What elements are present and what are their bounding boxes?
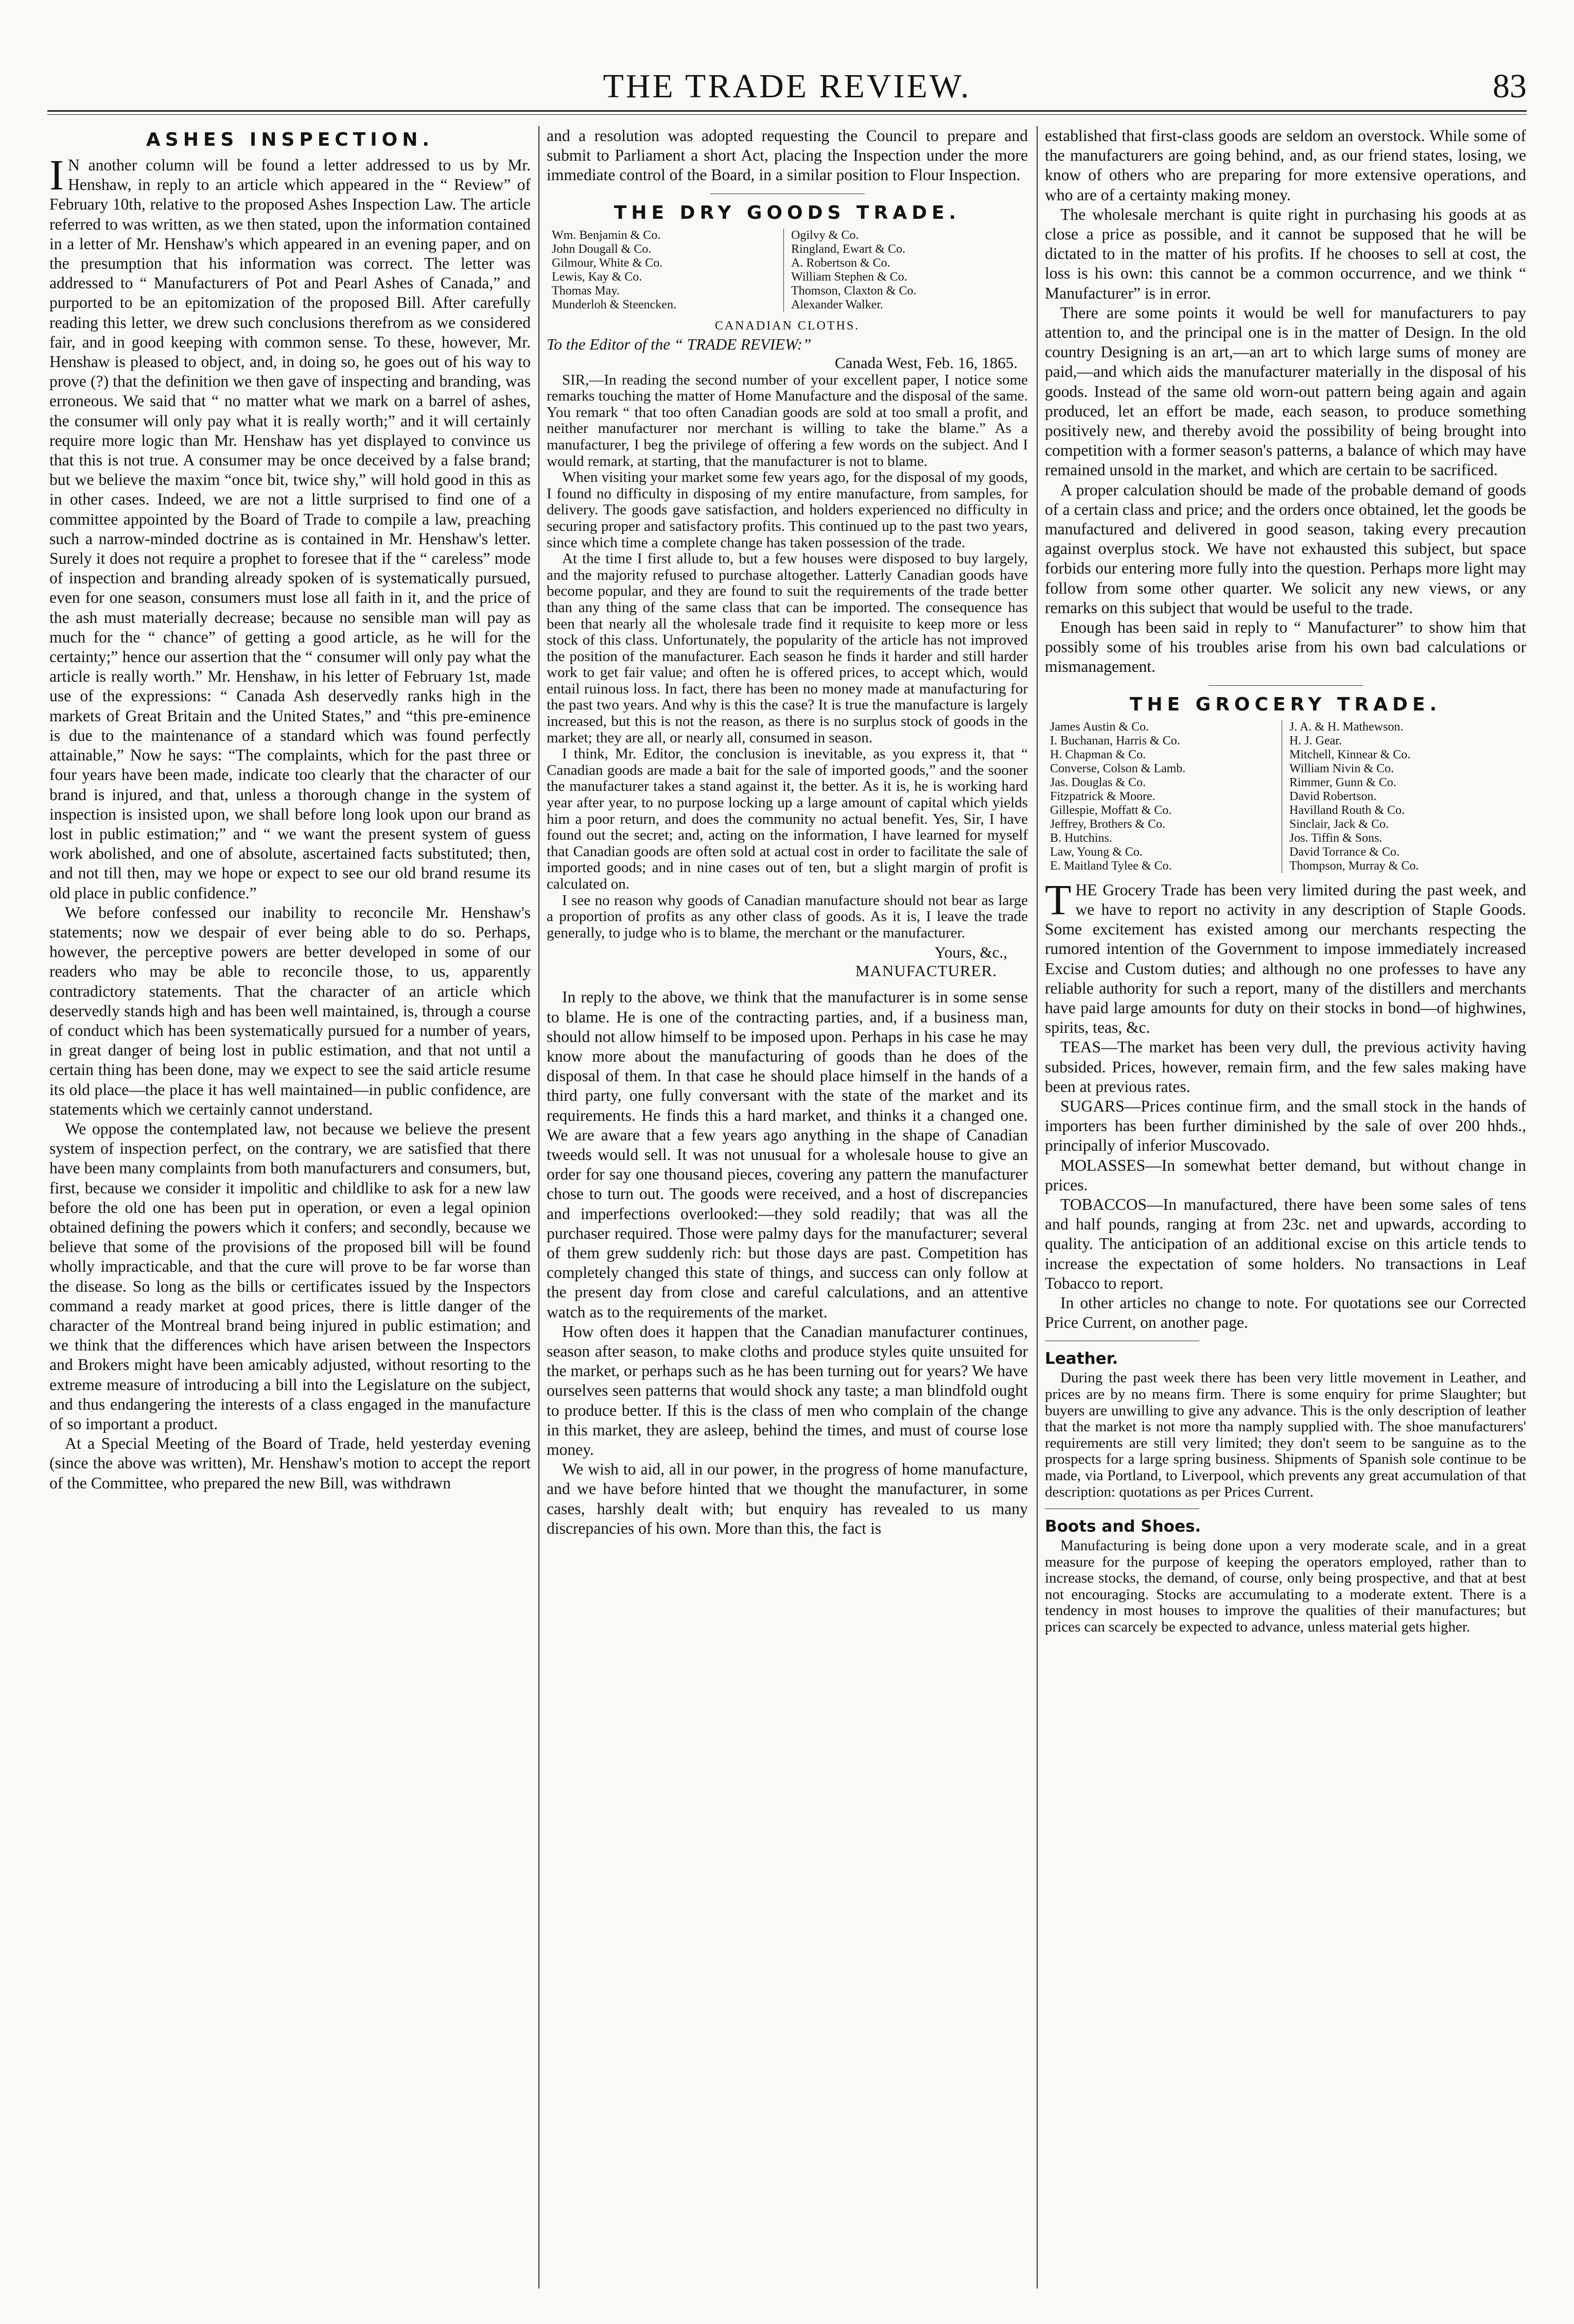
firm-list [552, 229, 1023, 312]
section-heading-leather: Leather. [1045, 1349, 1118, 1368]
article-paragraph: TEAS—The market has been very dull, the previous activity having subsided. Prices, however, remain firm, and the few sales making have been at previous rates. [1045, 1038, 1526, 1096]
letter-salutation: To the Editor of the “ TRADE REVIEW:” [547, 335, 812, 353]
leather-body [1045, 1370, 1526, 1500]
firm-name: I. Buchanan, Harris & Co. [1050, 734, 1180, 748]
article-heading: THE GROCERY TRADE. [1129, 693, 1442, 715]
column-divider [1037, 126, 1038, 2288]
firm-name: Thomas May. [552, 284, 620, 298]
firm-list-right [1282, 720, 1521, 873]
column-divider [538, 126, 539, 2288]
firm-list-left [1050, 720, 1282, 873]
article-paragraph: There are some points it would be well for manufacturers to pay attention to, and the principal one is in the matter of Design. In the old country Designing is an art,—an art to which large sums of money are paid,—and which aids the manufacturer materially in the disposal of his goods. Instead of the same old worn-out pattern being again and again produced, let an effort be made, each season, to produce something positively new, and thereby avoid the possibility of being brought into competition with a former season's patterns, a balance of which may have remained unsold in the market, and which are certain to be sacrificed. [1045, 303, 1526, 479]
running-title: THE TRADE REVIEW. [603, 67, 971, 105]
firm-name: A. Robertson & Co. [791, 256, 890, 270]
drop-cap: I [49, 151, 64, 199]
page-number: 83 [1493, 67, 1527, 105]
firm-name: J. A. & H. Mathewson. [1289, 720, 1404, 734]
letter-paragraph: At the time I first allude to, but a few houses were disposed to buy largely, and the majority refused to purchase altogether. Latterly Canadian goods have become popular, and they are found to suit the requirements of the trade better than any thing of the same class that can be imported. The consequence has been that nearly all the wholesale trade find it requisite to keep more or less stock of this class. Unfortunately, the popularity of the article has not improved the position of the manufacturer. Each season he finds it harder and still harder work to get fair value; and often he is offered prices, to accept which, would entail ruinous loss. In fact, there has been no money made at manufacturing for the past two years. And why is this the case? It is true the manufacture is largely increased, but this is not the reason, as there is no surplus stock of goods in the market; they are all, or nearly all, consumed in season. [547, 550, 1028, 746]
article-paragraph: MOLASSES—In somewhat better demand, but without change in prices. [1045, 1156, 1526, 1194]
article-paragraph: and a resolution was adopted requesting the Council to prepare and submit to Parliament a short Act, placing the Inspection under the more immediate control of the Board, in a similar position to Flour Inspection. [547, 127, 1028, 184]
article-paragraph: How often does it happen that the Canadian manufacturer continues, season after season, to make cloths and produce styles quite unsuited for the market, or perhaps such as he has been turning out for years? We have ourselves seen patterns that would shock any taste; a man blindfold ought to produce better. If this is the class of men who complain of the change in this market, they are asleep, behind the times, and must of course lose money. [547, 1322, 1028, 1459]
article-paragraph: In reply to the above, we think that the manufacturer is in some sense to blame. He is one of the contracting parties, and, if a business man, should not allow himself to be imposed upon. Perhaps in his case he may know more about the manufacturing of goods than he does of the disposal of them. In that case he should place himself in the hands of a third party, one fully conversant with the state of the market and its requirements. He finds this a hard market, and thinks it a changed one. We are aware that a few years ago anything in the shape of Canadian tweeds would sell. It was not unusual for a wholesale house to give an order for say one thousand pieces, covering any pattern the manufacturer chose to turn out. The goods were received, and a host of discrepancies and imperfections overlooked:—they sold readily; that was all the purchaser required. Those were palmy days for the manufacturer; several of them grew suddenly rich: but those days are past. Competition has completely changed this state of things, and success can only follow at the present day from close and careful calculations, and an attentive watch as to the requirements of the market. [547, 988, 1028, 1321]
letter-body [547, 372, 1028, 942]
firm-name: Alexander Walker. [791, 298, 883, 311]
letter-closing: Yours, &c., [934, 943, 1007, 962]
section-rule [1209, 685, 1363, 686]
article-heading: ASHES INSPECTION. [146, 129, 434, 150]
section-heading-boots: Boots and Shoes. [1045, 1517, 1201, 1536]
firm-name: Converse, Colson & Lamb. [1050, 761, 1186, 775]
section-rule [1045, 1508, 1199, 1509]
article-paragraph: During the past week there has been very little movement in Leather, and prices are by no means firm. There is some enquiry for prime Slaughter; but buyers are unwilling to give any advance. This is the only description of leather that the market is not more tha namply supplied with. The shoe manufacturers' requirements are still very limited; they don't seem to be sanguine as to the prospects for a large spring business. Shipments of Spanish sole continue to be made, via Portland, to Liverpool, which prevents any great accumulation of that description: quotations as per Prices Current. [1045, 1369, 1526, 1500]
firm-name: Rimmer, Gunn & Co. [1289, 775, 1396, 789]
firm-name: E. Maitland Tylee & Co. [1050, 859, 1172, 873]
firm-name: Mitchell, Kinnear & Co. [1289, 748, 1411, 761]
letter-paragraph: SIR,—In reading the second number of your excellent paper, I notice some remarks touching the matter of Home Manufacture and the disposal of the same. You remark “ that too often Canadian goods are sold at too small a profit, and neither manufacturer nor merchant is willing to take the blame.” As a manufacturer, I beg the privilege of offering a few words on the subject. And I would remark, at starting, that the manufacturer is not to blame. [547, 371, 1028, 470]
article-paragraph: Manufacturing is being done upon a very moderate scale, and in a great measure for the purpose of keeping the operators employed, rather than to increase stocks, the demand, of course, only being prospective, and that at best not encouraging. Stocks are accumulating to a moderate extent. There is a tendency in most houses to improve the qualities of their manufactures; but prices can scarcely be expected to advance, unless material gets higher. [1045, 1537, 1526, 1636]
firm-list-left [552, 229, 784, 312]
firm-name: David Torrance & Co. [1289, 845, 1400, 859]
article-paragraph: A proper calculation should be made of the probable demand of goods of a certain class and price; and the orders once obtained, let the goods be manufactured and delivered in good season, taking every precaution against overplus stock. We have not exhausted this subject, but space forbids our entering more fully into the question. Perhaps more light may follow from some other quarter. We solicit any new views, or any remarks on this subject that would be useful to the trade. [1045, 480, 1526, 617]
firm-name: John Dougall & Co. [552, 242, 652, 256]
article-paragraph: THE Grocery Trade has been very limited during the past week, and we have to report no activity in any description of Staple Goods. Some excitement has existed among our merchants respecting the rumored intention of the Government to impose immediately increased Excise and Custom duties; and although no one professes to have any reliable authority for such a report, many of the distillers and merchants have paid large amounts for duty on their stocks in bond—of highwines, spirits, teas, &c. [1045, 876, 1526, 1037]
firm-name: Fitzpatrick & Moore. [1050, 789, 1156, 803]
firm-name: H. Chapman & Co. [1050, 748, 1146, 761]
letter-dateline: Canada West, Feb. 16, 1865. [834, 353, 1018, 372]
article-paragraph: At a Special Meeting of the Board of Trade, held yesterday evening (since the above was written), Mr. Henshaw's motion to accept the report of the Committee, who prepared the new Bill, was withdrawn [49, 1434, 531, 1492]
article-paragraph: We before confessed our inability to reconcile Mr. Henshaw's statements; now we despair of ever being able to do so. Perhaps, however, the perceptive powers are better developed in some of our readers who may be able to reconcile those, to us, apparently contradictory statements. That the character of an article which deservedly stands high and has been well maintained, is, through a course of conduct which has been systematically pursued for a number of years, in great danger of being lost in public estimation, and that not until a certain thing has been done, may we expect to see the said article resume its old place—the place it has well maintained—in public confidence, are statements which we certainly cannot understand. [49, 903, 531, 1118]
article-paragraph: We wish to aid, all in our power, in the progress of home manufacture, and we have before hinted that we thought the manufacturer, in some cases, harshly dealt with; but enquiry has revealed to us many discrepancies of his own. More than this, the fact is [547, 1460, 1028, 1537]
firm-name: Jeffrey, Brothers & Co. [1050, 817, 1165, 831]
article-heading: THE DRY GOODS TRADE. [614, 202, 961, 223]
firm-name: Munderloh & Steencken. [552, 298, 676, 311]
firm-name: Havilland Routh & Co. [1289, 803, 1405, 817]
page-header [47, 67, 1527, 113]
firm-list [1050, 720, 1521, 873]
firm-name: David Robertson. [1289, 789, 1377, 803]
header-rule-thin [47, 114, 1527, 115]
article-paragraph: established that first-class goods are seldom an overstock. While some of the manufacturers are going behind, and, as our friend states, losing, we know of others who are preparing for more extensive operations, and who are of a certainty making money. [1045, 127, 1526, 204]
firm-name: Wm. Benjamin & Co. [552, 228, 661, 242]
firm-name: Thomson, Claxton & Co. [791, 284, 917, 298]
firm-name: Lewis, Kay & Co. [552, 270, 642, 284]
firm-name: H. J. Gear. [1289, 734, 1342, 748]
article-paragraph: TOBACCOS—In manufactured, there have been some sales of tens and half pounds, ranging at from 23c. net and upwards, according to quality. The anticipation of an additional excise on this article tends to increase the expectation of some holders. No transactions in Leaf Tobacco to report. [1045, 1195, 1526, 1292]
letter-subhead: CANADIAN CLOTHS. [714, 319, 860, 333]
firm-name: James Austin & Co. [1050, 720, 1149, 734]
boots-body [1045, 1538, 1526, 1636]
firm-name: Jas. Douglas & Co. [1050, 775, 1146, 789]
column-ashes-inspection [49, 126, 531, 2304]
column-dry-goods [547, 126, 1028, 2304]
firm-name: Ringland, Ewart & Co. [791, 242, 905, 256]
firm-name: Ogilvy & Co. [791, 228, 859, 242]
letter-signature: MANUFACTURER. [855, 962, 997, 980]
article-paragraph: We oppose the contemplated law, not because we believe the present system of inspection perfect, on the contrary, we are satisfied that there have been many complaints from both manufacturers and consumers, but, first, because we consider it impolitic and childlike to ask for a new law before the old one has been put in operation, or even a legal opinion obtained defining the powers which it confers; and secondly, because we believe that some of the provisions of the proposed bill will be found wholly impracticable, and that the cure will prove to be far worse than the disease. So long as the bills or certificates issued by the Inspectors command a ready market at good prices, there is little danger of the character of the Montreal brand being injured in public estimation; and we think that the differences which have arisen between the Inspectors and Brokers might have been amicably adjusted, without resorting to the extreme measure of introducing a bill into the Legislature on the subject, and thus endangering the interests of a class engaged in the manufacture of so important a product. [49, 1119, 531, 1433]
firm-list-right [784, 229, 1023, 312]
firm-name: William Stephen & Co. [791, 270, 907, 284]
header-rule [47, 110, 1527, 112]
firm-name: B. Hutchins. [1050, 831, 1112, 845]
article-paragraph: Enough has been said in reply to “ Manufacturer” to show him that possibly some of his troubles arise from his own bad calculations or mismanagement. [1045, 618, 1526, 676]
column-grocery [1045, 126, 1526, 2304]
drop-cap: T [1045, 876, 1072, 924]
firm-name: Law, Young & Co. [1050, 845, 1143, 859]
firm-name: Thompson, Murray & Co. [1289, 859, 1419, 873]
letter-paragraph: When visiting your market some few years ago, for the disposal of my goods, I found no difficulty in disposing of my entire manufacture, from samples, for delivery. The goods gave satisfaction, and holders experienced no difficulty in securing proper and satisfactory profits. This continued up to the past two years, since which time a complete change has taken possession of the trade. [547, 469, 1028, 551]
firm-name: Gilmour, White & Co. [552, 256, 663, 270]
letter-paragraph: I see no reason why goods of Canadian manufacture should not bear as large a proportion of profits as any other class of goods. As it is, I leave the trade generally, to judge who is to blame, the merchant or the manufacturer. [547, 892, 1028, 941]
firm-name: Gillespie, Moffatt & Co. [1050, 803, 1172, 817]
firm-name: Jos. Tiffin & Sons. [1289, 831, 1383, 845]
letter-paragraph: I think, Mr. Editor, the conclusion is inevitable, as you express it, that “ Canadian goods are made a bait for the sale of imported goods,” and the sooner the manufacturer takes a stand against it, the better. As it is, he is working hard year after year, to no purpose locking up a large amount of capital which yields him a poor return, and does the community no actual benefit. Yes, Sir, I have found out the secret; and, acting on the information, I have learned for myself that Canadian goods are often sold at actual cost in order to facilitate the sale of imported goods; and in nine cases out of ten, but a slight margin of profit is calculated on. [547, 745, 1028, 893]
article-paragraph: SUGARS—Prices continue firm, and the small stock in the hands of importers has been further diminished by the sale of over 200 hhds., principally of inferior Muscovado. [1045, 1097, 1526, 1155]
article-paragraph: The wholesale merchant is quite right in purchasing his goods at as close a price as possible, and it cannot be supposed that he will be dictated to in the matter of his profits. If he chooses to sell at cost, the loss is his own: this cannot be a common occurrence, and we think “ Manufacturer” is in error. [1045, 205, 1526, 302]
article-paragraph: I N another column will be found a letter addressed to us by Mr. Henshaw, in reply to an article which appeared in the “ Review” of February 10th, relative to the proposed Ashes Inspection Law. The article referred to was written, as we then stated, upon the information contained in a letter of Mr. Henshaw's which appeared in an evening paper, and on the presumption that his information was correct. The letter was addressed to “ Manufacturers of Pot and Pearl Ashes of Canada,” and purported to be an epitomization of the proposed Bill. After carefully reading this letter, we drew such conclusions therefrom as we considered fair, and in good keeping with common sense. To these, however, Mr. Henshaw is pleased to object, and, in doing so, he goes out of his way to prove (?) that the definition we then gave of inspecting and branding, was erroneous. We said that “ no matter what we mark on a barrel of ashes, the consumer will only pay what it is really worth;” and it will certainly require more logic than Mr. Henshaw has yet displayed to convince us that this is not true. A consumer may be once deceived by a false brand; but we believe the maxim “once bit, twice shy,” will hold good in this as in other cases. Indeed, we are not a little surprised to find one of a committee appointed by the Board of Trade to compile a law, preaching such a narrow-minded doctrine as is contained in Mr. Henshaw's letter. Surely it does not require a prophet to foresee that if the “ careless” mode of inspection and branding already spoken of is systematically pursued, even for one season, consumers must lose all faith in it, and the price of the ash must materially decrease; because no sensible man will pay as much for the “ chance” of getting a good article, as he will for the certainty;” hence our assertion that the “ consumer will only pay what the article is really worth.” Mr. Henshaw, in his letter of February 1st, made use of the expressions: “ Canada Ash deservedly ranks high in the markets of Great Britain and the United States,” and “this pre-eminence is due to the maintenance of a standard which was found perfectly attainable,” Now he says: “The complaints, which for the past three or four years have been made, indicate too clearly that the character of our brand is injured, and that, unless a thorough change in the system of inspection is insisted upon, we shall before long look upon our brand as lost in public estimation;” and “ we want the present system of guess work abolished, and one of absolute, ascertained facts substituted; then, and not till then, may we hope or expect to see our old brand resume its old place in public confidence.” [49, 151, 531, 902]
firm-name: William Nivin & Co. [1289, 761, 1394, 775]
article-paragraph: In other articles no change to note. For quotations see our Corrected Price Current, on another page. [1045, 1293, 1526, 1332]
firm-name: Sinclair, Jack & Co. [1289, 817, 1389, 831]
